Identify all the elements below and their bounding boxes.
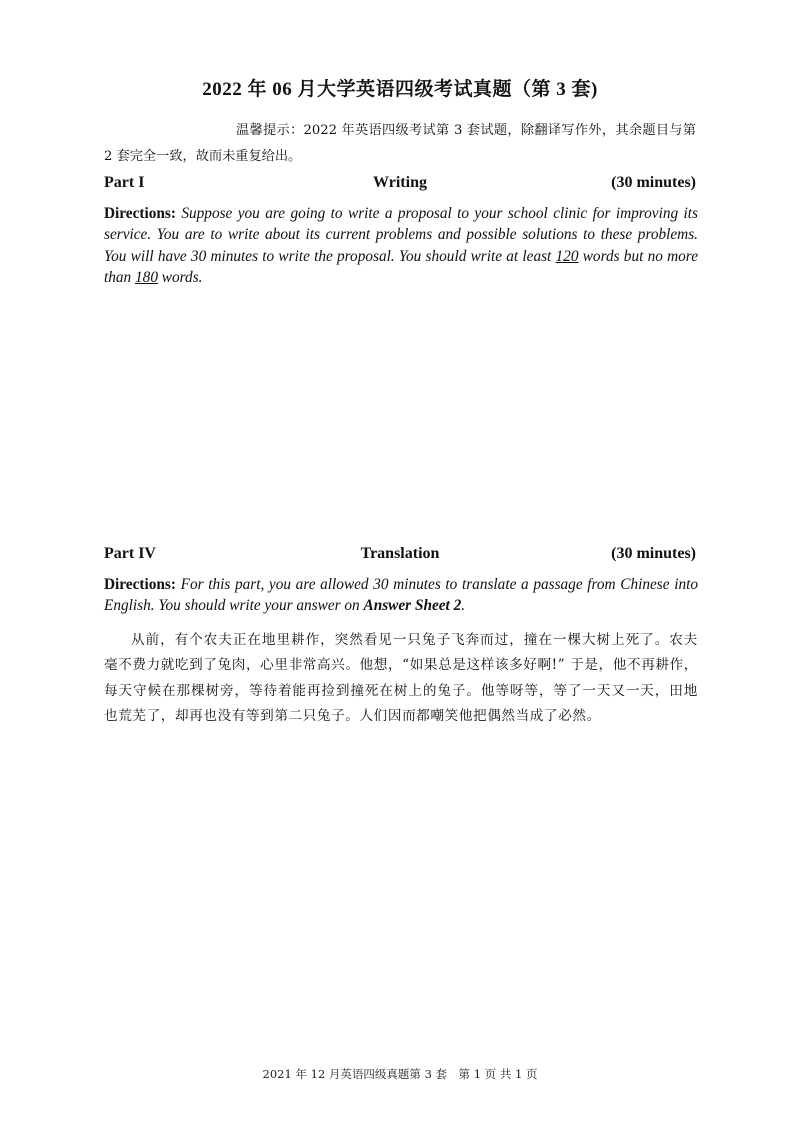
reminder-note: 温馨提示：2022 年英语四级考试第 3 套试题，除翻译写作外，其余题目与第 2 套完全一致，故而未重复给出。 bbox=[104, 123, 696, 164]
part1-name: Writing bbox=[373, 174, 427, 191]
part1-directions-text-2: words but no more than bbox=[104, 247, 698, 286]
page-footer: 2021 年 12 月英语四级真题第 3 套 第 1 页 共 1 页 bbox=[262, 1067, 538, 1081]
part4-directions-text-1: For this part, you are allowed 30 minutes to translate a passage from Chinese into English. You should write your answer on bbox=[104, 576, 698, 615]
part1-directions-lead: Directions: bbox=[104, 205, 176, 222]
part4-label: Part IV bbox=[104, 545, 156, 562]
part4-answer-sheet: Answer Sheet 2 bbox=[363, 597, 462, 615]
exam-title: 2022 年 06 月大学英语四级考试真题（第 3 套) bbox=[202, 79, 598, 100]
part4-directions-text-2: . bbox=[461, 597, 466, 615]
part1-header bbox=[104, 174, 696, 196]
translation-passage: 从前，有个农夫正在地里耕作，突然看见一只兔子飞奔而过，撞在一棵大树上死了。农夫毫不费力就吃到了兔肉，心里非常高兴。他想，“如果总是这样该多好啊!” 于是，他不再耕作，每天守候在那棵树旁，等待着能再捡到撞死在树上的兔子。他等呀等，等了一天又一天，田地也荒芜了，却再也没有等到第二只兔子。人们因而都嘲笑他把偶然当成了必然。 bbox=[104, 632, 698, 724]
part4-time: (30 minutes) bbox=[611, 545, 696, 562]
part4-name: Translation bbox=[360, 545, 440, 562]
part1-time: (30 minutes) bbox=[611, 174, 696, 191]
part1-max-words: 180 bbox=[135, 268, 158, 286]
part4-header bbox=[104, 545, 696, 567]
part1-directions-text-3: words. bbox=[157, 268, 203, 286]
part4-directions bbox=[104, 574, 698, 617]
part1-min-words: 120 bbox=[555, 247, 579, 265]
part1-label: Part I bbox=[104, 174, 145, 191]
part1-directions-text-1: Suppose you are going to write a proposal to your school clinic for improving its service. You are to write about its current problems and possible solutions to these problems. You will have 30 minutes to write the proposal. You should write at least bbox=[104, 205, 698, 265]
part4-directions-lead: Directions: bbox=[104, 576, 176, 593]
part1-directions bbox=[104, 203, 698, 288]
